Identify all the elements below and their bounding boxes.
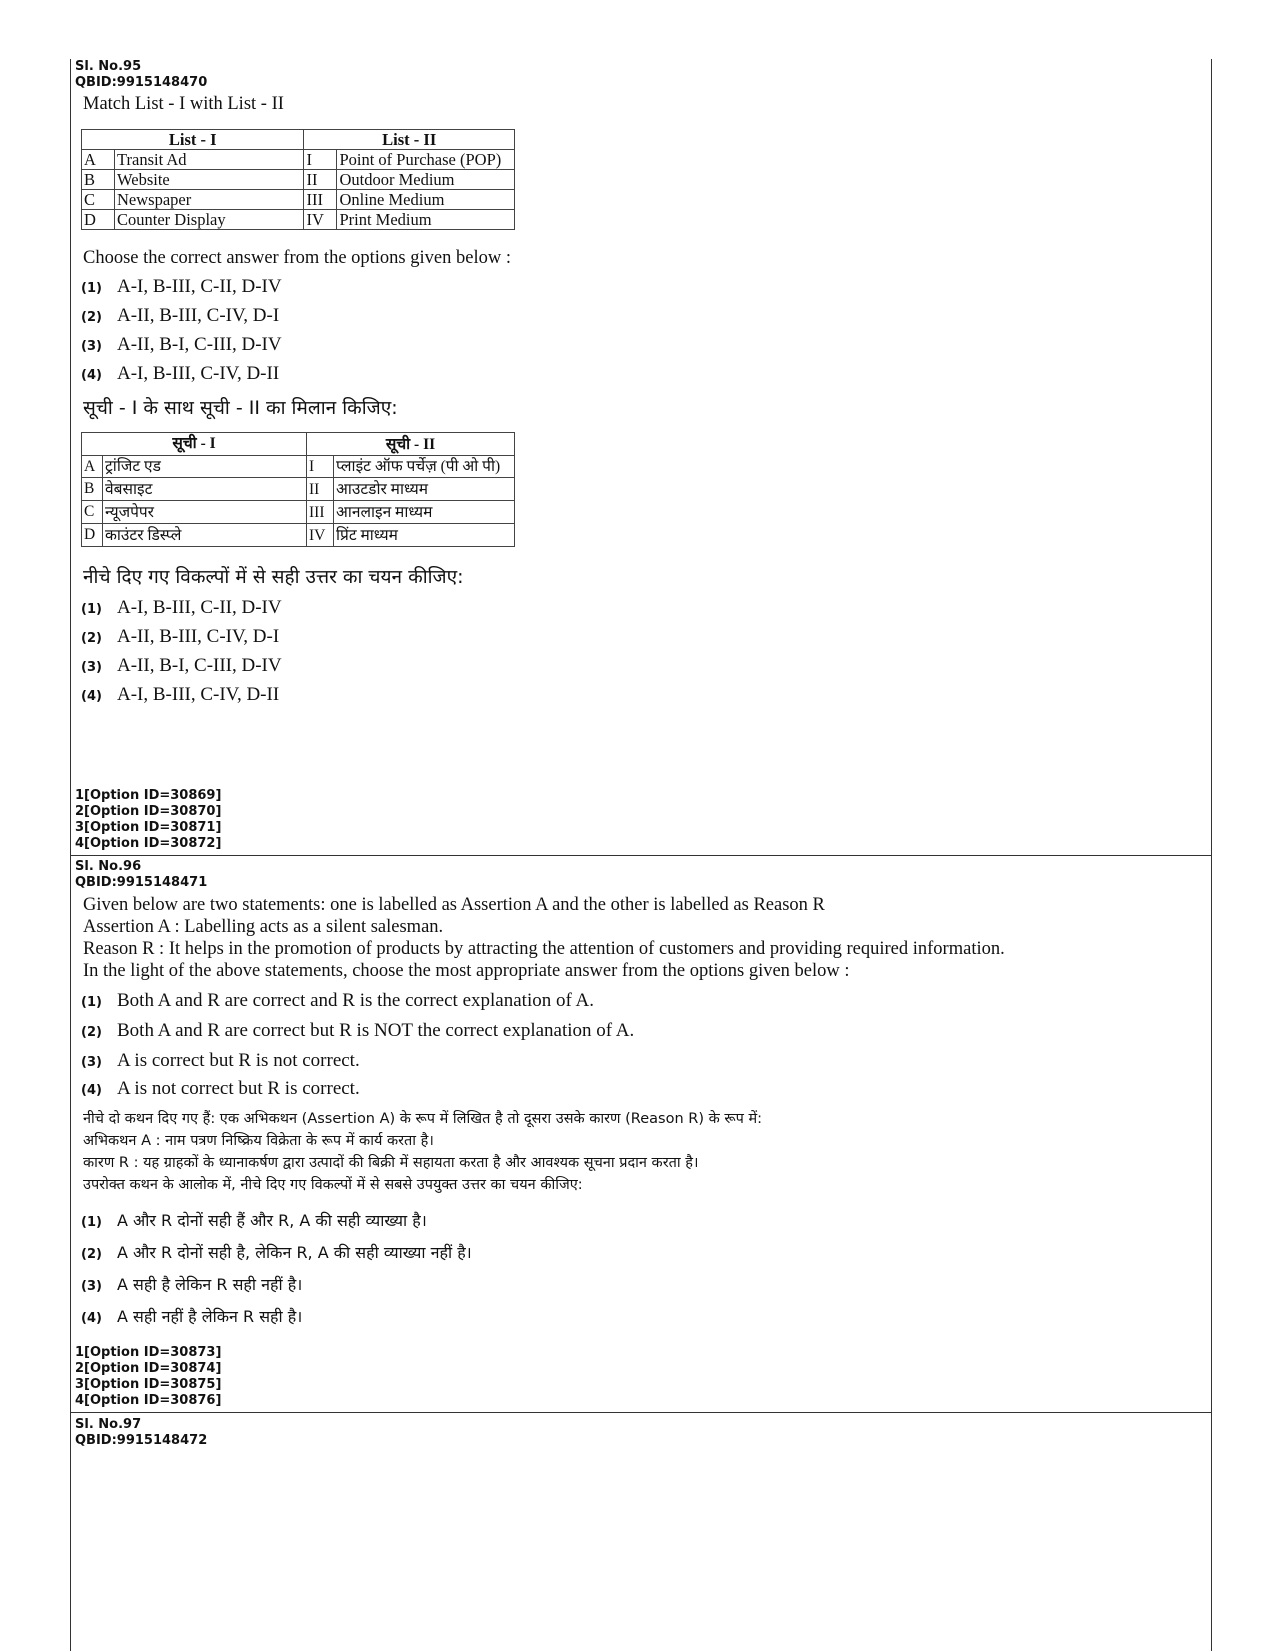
question-prompt-en: Match List - I with List - II — [83, 94, 284, 114]
options-hi — [71, 1206, 1211, 1334]
assertion-line: Assertion A : Labelling acts as a silent salesman. — [83, 917, 444, 937]
row-key: D — [82, 524, 103, 547]
row-key: A — [82, 150, 115, 170]
option-number: (4) — [81, 1311, 102, 1326]
option-number: (3) — [81, 660, 102, 675]
option-2[interactable] — [81, 1238, 1211, 1270]
row-item: ट्रांजिट एड — [103, 456, 307, 478]
row-numeral: IV — [307, 524, 334, 547]
options-en — [71, 272, 1211, 388]
question-95 — [71, 59, 1211, 709]
row-key: A — [82, 456, 103, 478]
option-text: A सही नहीं है लेकिन R सही है। — [117, 1307, 303, 1326]
match-table-en — [81, 129, 515, 230]
row-match: आउटडोर माध्यम — [334, 478, 515, 501]
option-id: 2[Option ID=30874] — [75, 1361, 222, 1376]
option-id: 1[Option ID=30873] — [75, 1345, 222, 1360]
table-row — [82, 501, 515, 524]
option-4[interactable] — [81, 1302, 1211, 1334]
table-row — [82, 210, 515, 230]
option-4[interactable] — [81, 359, 1211, 388]
row-key: D — [82, 210, 115, 230]
option-2[interactable] — [81, 622, 1211, 651]
option-number: (1) — [81, 995, 102, 1010]
option-ids-95 — [71, 788, 1211, 852]
row-numeral: IV — [304, 210, 337, 230]
option-text: A-II, B-III, C-IV, D-I — [117, 626, 280, 647]
option-text: A-II, B-III, C-IV, D-I — [117, 305, 280, 326]
serial-number: Sl. No.97 — [75, 1417, 142, 1432]
choose-instruction-hi: नीचे दिए गए विकल्पों में से सही उत्तर का चयन कीजिए: — [83, 566, 464, 588]
options-en — [71, 986, 1211, 1102]
option-number: (4) — [81, 368, 102, 383]
question-96 — [71, 859, 1211, 1334]
match-table-hi — [81, 432, 515, 547]
option-text: Both A and R are correct and R is the correct explanation of A. — [117, 990, 594, 1011]
row-numeral: I — [307, 456, 334, 478]
row-key: C — [82, 501, 103, 524]
question-prompt-hi: सूची - I के साथ सूची - II का मिलान किजिए: — [83, 397, 398, 419]
row-numeral: III — [307, 501, 334, 524]
option-number: (1) — [81, 602, 102, 617]
option-text: A is correct but R is not correct. — [117, 1050, 360, 1071]
question-divider — [71, 855, 1211, 856]
qbid: QBID:9915148470 — [75, 75, 208, 90]
statements-hi — [71, 1108, 1211, 1196]
table-header-list-1: List - I — [82, 130, 304, 150]
row-key: C — [82, 190, 115, 210]
option-3[interactable] — [81, 651, 1211, 680]
option-3[interactable] — [81, 1046, 1211, 1074]
option-text: Both A and R are correct but R is NOT the correct explanation of A. — [117, 1020, 635, 1041]
option-ids-96 — [71, 1345, 1211, 1409]
question-97 — [71, 1417, 1211, 1449]
row-item: Newspaper — [115, 190, 304, 210]
option-text: A-I, B-III, C-IV, D-II — [117, 363, 280, 384]
option-3[interactable] — [81, 330, 1211, 359]
instruction-line: In the light of the above statements, choose the most appropriate answer from the options given below : — [83, 961, 850, 981]
table-header-list-1: सूची - I — [82, 433, 307, 456]
assertion-line: अभिकथन A : नाम पत्रण निष्क्रिय विक्रेता के रूप में कार्य करता है। — [83, 1133, 434, 1149]
option-id: 4[Option ID=30876] — [75, 1393, 222, 1408]
option-text: A-I, B-III, C-II, D-IV — [117, 597, 282, 618]
option-number: (1) — [81, 1215, 102, 1230]
option-3[interactable] — [81, 1270, 1211, 1302]
option-number: (2) — [81, 1025, 102, 1040]
reason-line: कारण R : यह ग्राहकों के ध्यानाकर्षण द्वारा उत्पादों की बिक्री में सहायता करता है और आवश्यक सूचना प्रदान करता है। — [83, 1155, 699, 1171]
choose-instruction-en: Choose the correct answer from the options given below : — [83, 248, 511, 268]
option-number: (1) — [81, 281, 102, 296]
qbid: QBID:9915148472 — [75, 1433, 208, 1448]
table-header-list-2: List - II — [304, 130, 515, 150]
statement-line: Given below are two statements: one is labelled as Assertion A and the other is labelled as Reason R — [83, 895, 825, 915]
option-4[interactable] — [81, 1074, 1211, 1102]
table-row — [82, 456, 515, 478]
option-text: A-II, B-I, C-III, D-IV — [117, 655, 282, 676]
option-1[interactable] — [81, 986, 1211, 1016]
row-numeral: II — [304, 170, 337, 190]
table-row — [82, 524, 515, 547]
option-text: A और R दोनों सही है, लेकिन R, A की सही व्याख्या नहीं है। — [117, 1243, 472, 1262]
row-match: Outdoor Medium — [337, 170, 515, 190]
row-numeral: II — [307, 478, 334, 501]
row-item: वेबसाइट — [103, 478, 307, 501]
table-row — [82, 190, 515, 210]
option-id: 1[Option ID=30869] — [75, 788, 222, 803]
option-number: (3) — [81, 1055, 102, 1070]
row-match: प्रिंट माध्यम — [334, 524, 515, 547]
option-text: A सही है लेकिन R सही नहीं है। — [117, 1275, 303, 1294]
option-text: A is not correct but R is correct. — [117, 1078, 360, 1099]
option-id: 3[Option ID=30871] — [75, 820, 222, 835]
option-id: 3[Option ID=30875] — [75, 1377, 222, 1392]
row-match: प्लाइंट ऑफ पर्चेज़ (पी ओ पी) — [334, 456, 515, 478]
statements-en — [71, 894, 1211, 982]
option-text: A-I, B-III, C-IV, D-II — [117, 684, 280, 705]
option-number: (2) — [81, 310, 102, 325]
row-numeral: I — [304, 150, 337, 170]
option-4[interactable] — [81, 680, 1211, 709]
option-text: A-I, B-III, C-II, D-IV — [117, 276, 282, 297]
row-match: Print Medium — [337, 210, 515, 230]
options-hi — [71, 593, 1211, 709]
option-number: (3) — [81, 1279, 102, 1294]
row-key: B — [82, 478, 103, 501]
option-1[interactable] — [81, 272, 1211, 301]
option-1[interactable] — [81, 593, 1211, 622]
row-match: आनलाइन माध्यम — [334, 501, 515, 524]
row-numeral: III — [304, 190, 337, 210]
serial-number: Sl. No.96 — [75, 859, 142, 874]
option-number: (3) — [81, 339, 102, 354]
question-divider — [71, 1412, 1211, 1413]
option-number: (2) — [81, 1247, 102, 1262]
row-match: Point of Purchase (POP) — [337, 150, 515, 170]
row-item: Website — [115, 170, 304, 190]
option-1[interactable] — [81, 1206, 1211, 1238]
option-number: (2) — [81, 631, 102, 646]
table-row — [82, 150, 515, 170]
statement-line: नीचे दो कथन दिए गए हैं: एक अभिकथन (Assertion A) के रूप में लिखित है तो दूसरा उसके कारण (Reason R) के रूप में: — [83, 1111, 763, 1127]
row-item: न्यूजपेपर — [103, 501, 307, 524]
option-number: (4) — [81, 1083, 102, 1098]
option-text: A-II, B-I, C-III, D-IV — [117, 334, 282, 355]
option-id: 2[Option ID=30870] — [75, 804, 222, 819]
option-number: (4) — [81, 689, 102, 704]
qbid: QBID:9915148471 — [75, 875, 208, 890]
table-row — [82, 170, 515, 190]
option-2[interactable] — [81, 301, 1211, 330]
serial-number: Sl. No.95 — [75, 59, 142, 74]
table-header-list-2: सूची - II — [307, 433, 515, 456]
instruction-line: उपरोक्त कथन के आलोक में, नीचे दिए गए विकल्पों में से सबसे उपयुक्त उत्तर का चयन कीजिए: — [83, 1177, 583, 1193]
row-item: Transit Ad — [115, 150, 304, 170]
table-row — [82, 478, 515, 501]
option-id: 4[Option ID=30872] — [75, 836, 222, 851]
option-text: A और R दोनों सही हैं और R, A की सही व्याख्या है। — [117, 1211, 427, 1230]
row-item: Counter Display — [115, 210, 304, 230]
reason-line: Reason R : It helps in the promotion of products by attracting the attention of customers and providing required information. — [83, 939, 1005, 959]
question-paper-frame — [70, 59, 1212, 1651]
row-match: Online Medium — [337, 190, 515, 210]
row-item: काउंटर डिस्प्ले — [103, 524, 307, 547]
row-key: B — [82, 170, 115, 190]
option-2[interactable] — [81, 1016, 1211, 1046]
